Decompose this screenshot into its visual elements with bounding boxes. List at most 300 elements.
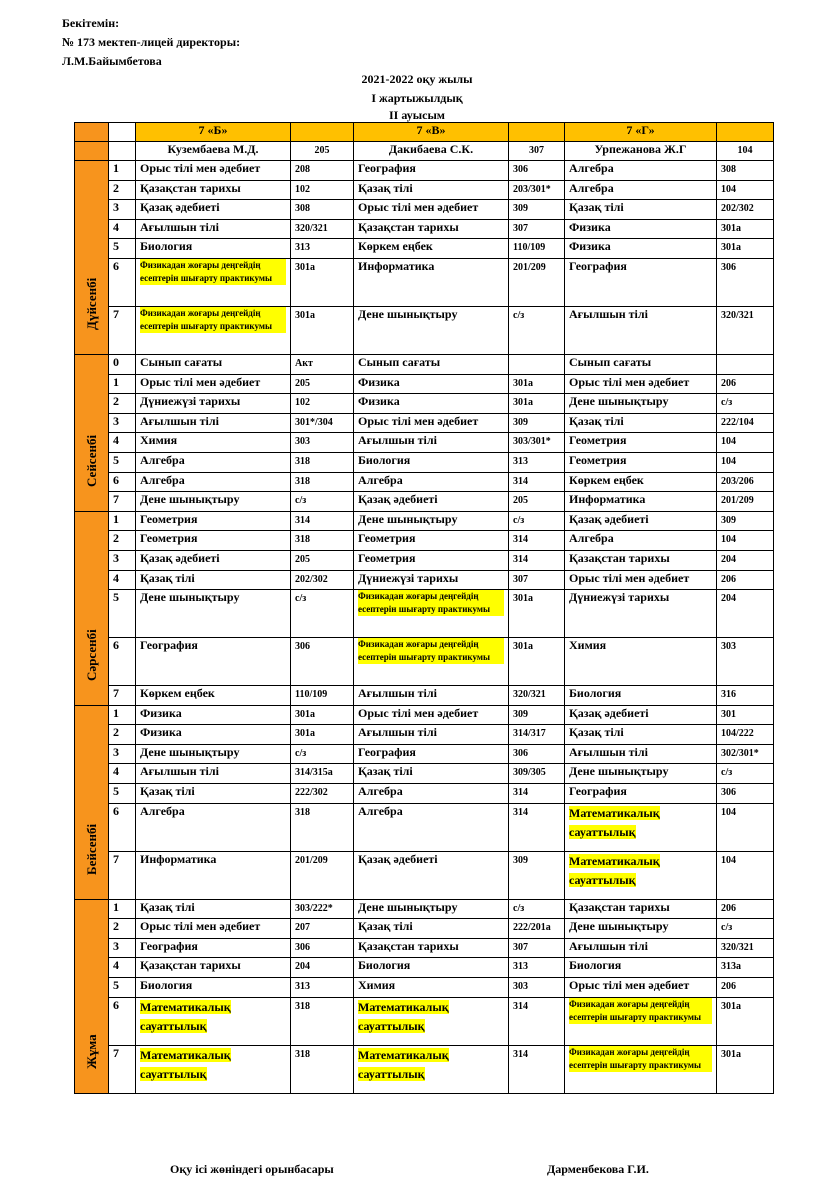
academic-year: 2021-2022 оқу жылы [361,72,473,86]
subject-cell [136,938,291,958]
room-cell [291,374,354,394]
room-cell [509,394,565,414]
room-number: 204 [295,961,310,973]
room-cell [509,433,565,453]
lesson-index: 7 [113,686,119,701]
day-name: Бейсенбі [83,823,99,875]
subject-cell [354,511,509,531]
room-cell [717,1045,774,1093]
day-cell [75,354,109,511]
lesson-index: 7 [113,1045,119,1060]
lesson-index: 4 [113,958,119,973]
subject-cell [354,784,509,804]
subject-name: Дүниежүзі тарихы [569,590,670,605]
subject-name: Орыс тілі мен әдебиет [140,161,261,175]
room-cell [291,919,354,939]
room-number: 320/321 [721,941,754,953]
subject-cell [565,851,717,899]
room-cell [717,433,774,453]
room-cell [717,851,774,899]
room-number: 314 [513,553,528,565]
room-cell [717,180,774,200]
lesson-row [75,219,774,239]
teacher-name [354,142,509,161]
subject-name: Математикалық сауаттылық [358,1047,449,1081]
subject-name: Информатика [140,851,217,866]
room-cell [509,803,565,851]
subject-name: Физикадан жоғары деңгейдің есептерін шығарту практикумы [569,998,712,1024]
room-number: 306 [721,787,736,799]
subject-cell [565,394,717,414]
room-number: 104 [721,534,736,546]
subject-name: Орыс тілі мен әдебиет [358,413,479,428]
subject-name: Математикалық сауаттылық [140,1047,231,1081]
subject-cell [136,590,291,638]
room-cell [291,997,354,1045]
lesson-row [75,590,774,638]
room-number: 201/209 [721,495,754,507]
lesson-index: 5 [113,590,119,605]
subject-cell [136,161,291,181]
lesson-row [75,764,774,784]
room-cell [717,219,774,239]
room-cell [717,354,774,374]
room-number: 308 [721,164,736,175]
subject-cell [136,306,291,354]
room-cell [717,638,774,686]
day-name: Жұма [83,1034,99,1069]
subject-name: Орыс тілі мен әдебиет [569,570,690,585]
lesson-index: 3 [113,938,119,953]
room-cell [509,219,565,239]
room-cell [509,784,565,804]
subject-name: Дене шынықтыру [358,899,458,914]
subject-cell [136,784,291,804]
teacher: Дакибаева С.К. [388,142,474,156]
room-number: 306 [513,164,528,175]
lesson-index: 4 [113,764,119,779]
subject-name: Физикадан жоғары деңгейдің есептерін шығарту практикумы [140,259,286,285]
subject-name: География [569,258,627,273]
lesson-number [109,958,136,978]
class-header-spacer [717,123,774,142]
room-cell [717,258,774,306]
lesson-index: 1 [113,511,119,526]
room-number: 313 [295,242,310,254]
room-cell [291,452,354,472]
lesson-row [75,306,774,354]
subject-cell [354,550,509,570]
room-cell [291,433,354,453]
lesson-number [109,686,136,706]
subject-name: Ағылшын тілі [358,725,437,740]
room-cell [717,306,774,354]
lesson-index: 1 [113,899,119,914]
subject-name: Қазақстан тарихы [358,938,459,953]
subject-name: Қазақ тілі [358,180,413,195]
homeroom: 104 [737,145,753,156]
subject-name: Көркем еңбек [569,472,644,487]
room-cell [509,851,565,899]
subject-name: Ағылшын тілі [569,938,648,953]
lesson-index: 3 [113,200,119,215]
subject-cell [565,744,717,764]
room-number: 313 [513,961,528,973]
subject-name: Көркем еңбек [358,239,433,254]
lesson-number [109,744,136,764]
subject-name: Информатика [358,258,435,273]
room-number: 309/305 [513,767,546,779]
teacher-name [136,142,291,161]
room-number: с/з [721,767,733,779]
lesson-index: 5 [113,452,119,467]
subject-cell [354,958,509,978]
lesson-index: 4 [113,570,119,585]
subject-cell [565,764,717,784]
subject-cell [354,919,509,939]
footer-position: Оқу ісі жөніндегі орынбасары [170,1162,334,1176]
room-cell [291,851,354,899]
room-cell [509,764,565,784]
subject-cell [354,306,509,354]
lesson-number [109,374,136,394]
subject-name: Химия [140,433,178,448]
room-cell [717,705,774,725]
room-number: 110/109 [295,689,328,701]
lesson-index: 2 [113,531,119,546]
homeroom-number [291,142,354,161]
subject-name: Қазақ тілі [569,413,624,428]
lesson-number [109,1045,136,1093]
day-cell [75,705,109,899]
lesson-index: 1 [113,374,119,389]
room-cell [717,239,774,259]
subject-name: Дүниежүзі тарихы [358,570,459,585]
room-cell [291,472,354,492]
subject-cell [565,570,717,590]
subject-name: Ағылшын тілі [358,433,437,448]
room-cell [509,705,565,725]
lesson-index: 7 [113,306,119,321]
room-number: 104 [721,806,736,818]
lesson-index: 1 [113,705,119,720]
room-number: 318 [295,1048,310,1060]
room-number: 314 [513,1000,528,1012]
room-cell [509,899,565,919]
lesson-row [75,705,774,725]
subject-cell [354,200,509,220]
subject-name: Биология [569,686,622,701]
room-cell [717,784,774,804]
subject-cell [565,219,717,239]
subject-cell [565,492,717,512]
lesson-row [75,354,774,374]
room-number: 308 [295,203,310,215]
room-number: 207 [295,922,310,934]
room-number: 301*/304 [295,416,333,428]
lesson-number [109,764,136,784]
subject-cell [136,394,291,414]
room-number: 201/209 [295,854,328,866]
room-cell [509,354,565,374]
subject-cell [565,686,717,706]
room-cell [717,570,774,590]
room-number: 318 [295,475,310,487]
room-number: 313а [721,961,741,973]
subject-cell [136,258,291,306]
subject-name: Физикадан жоғары деңгейдің есептерін шығарту практикумы [569,1046,712,1072]
subject-cell [136,239,291,259]
subject-cell [565,1045,717,1093]
subject-name: Ағылшын тілі [140,764,219,779]
room-cell [717,958,774,978]
room-number: 222/104 [721,416,754,428]
lesson-number [109,997,136,1045]
subject-name: Ағылшын тілі [569,744,648,759]
subject-name: Қазақ тілі [140,899,195,914]
room-cell [509,239,565,259]
subject-cell [565,725,717,745]
class-name-header [354,123,509,142]
subject-cell [136,374,291,394]
lesson-number [109,492,136,512]
subject-name: Биология [358,452,411,467]
subject-cell [354,472,509,492]
shift-title: ІІ ауысым [389,108,445,122]
room-number: 301а [513,641,533,653]
lesson-index: 5 [113,784,119,799]
subject-cell [354,219,509,239]
room-cell [291,550,354,570]
room-number: 313 [513,455,528,467]
subject-cell [354,1045,509,1093]
subject-name: Ағылшын тілі [140,413,219,428]
room-number: 303 [721,641,736,653]
subject-name: Биология [358,958,411,973]
room-number: 301 [721,708,736,720]
room-number: 206 [721,573,736,585]
corner-cell [75,123,109,142]
subject-cell [565,638,717,686]
subject-cell [136,978,291,998]
room-number: с/з [513,309,525,321]
lesson-index: 6 [113,258,119,273]
room-cell [291,938,354,958]
subject-cell [136,958,291,978]
subject-cell [354,258,509,306]
room-number: 302/301* [721,747,759,759]
lesson-index: 6 [113,472,119,487]
lesson-row [75,472,774,492]
homeroom-number [717,142,774,161]
room-cell [509,744,565,764]
room-cell [291,764,354,784]
room-number: 309 [513,416,528,428]
lesson-index: 2 [113,394,119,409]
subject-name: География [140,638,198,653]
room-cell [291,570,354,590]
room-number: 314 [513,475,528,487]
room-cell [509,452,565,472]
subject-cell [354,161,509,181]
homeroom-number [509,142,565,161]
room-number: 314/317 [513,728,546,740]
subject-cell [136,354,291,374]
lesson-row [75,997,774,1045]
approval-block [62,14,240,71]
room-number: с/з [295,495,307,507]
lesson-row [75,978,774,998]
room-number: 205 [295,377,310,389]
subject-name: Қазақ әдебиеті [358,492,438,507]
room-number: 206 [721,902,736,914]
subject-name: Дене шынықтыру [569,764,669,779]
room-number: 318 [295,455,310,467]
room-cell [291,590,354,638]
room-cell [509,258,565,306]
subject-name: Қазақ тілі [358,919,413,934]
subject-name: Математикалық сауаттылық [569,805,660,839]
room-cell [509,492,565,512]
room-cell [291,958,354,978]
room-number: 307 [513,941,528,953]
room-cell [717,803,774,851]
subject-name: Дене шынықтыру [569,394,669,409]
subject-cell [354,764,509,784]
room-number: 206 [721,377,736,389]
subject-name: Сынып сағаты [140,354,223,369]
subject-name: Геометрия [140,511,198,526]
subject-cell [136,531,291,551]
subject-cell [565,200,717,220]
corner-number-cell [109,123,136,142]
room-cell [509,638,565,686]
subject-name: Дене шынықтыру [358,306,458,321]
subject-name: Сынып сағаты [358,354,441,369]
subject-name: Геометрия [358,550,416,565]
room-number: 104 [721,183,736,195]
room-cell [291,511,354,531]
subject-name: Алгебра [569,180,614,195]
subject-cell [354,590,509,638]
lesson-row [75,258,774,306]
subject-cell [354,744,509,764]
subject-name: Алгебра [358,784,403,799]
lesson-number [109,705,136,725]
lesson-row [75,550,774,570]
lesson-row [75,851,774,899]
subject-name: Қазақ әдебиеті [569,511,649,526]
room-cell [717,764,774,784]
subject-cell [354,725,509,745]
room-cell [291,200,354,220]
subject-cell [354,705,509,725]
room-number: 307 [513,573,528,585]
lesson-index: 0 [113,354,119,369]
subject-name: Орыс тілі мен әдебиет [358,200,479,215]
subject-cell [136,764,291,784]
room-number: 320/321 [513,689,546,701]
subject-name: Орыс тілі мен әдебиет [140,919,261,934]
room-number: 316 [721,689,736,701]
subject-cell [136,511,291,531]
subject-name: Алгебра [140,452,185,467]
subject-name: Сынып сағаты [569,354,652,369]
room-number: 314 [513,1048,528,1060]
room-cell [509,919,565,939]
lesson-number [109,161,136,181]
subject-cell [565,472,717,492]
subject-name: География [358,744,416,759]
lesson-row [75,433,774,453]
lesson-number [109,938,136,958]
lesson-row [75,899,774,919]
room-number: 306 [295,941,310,953]
lesson-number [109,590,136,638]
room-cell [291,899,354,919]
room-cell [291,638,354,686]
subject-name: Қазақ әдебиеті [569,705,649,720]
subject-name: Орыс тілі мен әдебиет [569,978,690,993]
subject-name: География [140,938,198,953]
room-number: с/з [295,593,307,605]
lesson-index: 5 [113,978,119,993]
room-cell [717,725,774,745]
subject-name: Алгебра [569,161,614,175]
subject-cell [136,452,291,472]
room-number: 206 [721,981,736,993]
room-number: 318 [295,806,310,818]
subject-cell [136,413,291,433]
room-cell [717,686,774,706]
subject-name: Көркем еңбек [140,686,215,701]
room-number: 320/321 [295,222,328,234]
approval-line-3: Л.М.Байымбетова [62,54,162,68]
room-number: 301а [513,593,533,605]
room-number: 306 [721,261,736,273]
subject-name: Алгебра [358,472,403,487]
subject-name: Алгебра [358,803,403,818]
room-cell [291,394,354,414]
room-number: 314 [513,534,528,546]
room-cell [717,452,774,472]
room-number: 301а [295,309,315,321]
corner-cell [75,142,109,161]
subject-cell [136,550,291,570]
room-number: с/з [513,902,525,914]
lesson-row [75,784,774,804]
subject-cell [354,433,509,453]
subject-cell [565,354,717,374]
subject-name: Математикалық сауаттылық [140,999,231,1033]
subject-name: Алгебра [569,531,614,546]
subject-name: Биология [140,239,193,254]
room-cell [717,919,774,939]
room-number: 318 [295,534,310,546]
subject-name: География [569,784,627,799]
lesson-index: 5 [113,239,119,254]
lesson-number [109,219,136,239]
room-cell [509,590,565,638]
subject-name: Дүниежүзі тарихы [140,394,241,409]
room-number: 314 [513,787,528,799]
lesson-index: 6 [113,997,119,1012]
room-number: 104 [721,854,736,866]
class-header-spacer [291,123,354,142]
subject-cell [136,433,291,453]
homeroom: 307 [529,145,544,156]
subject-name: Биология [569,958,622,973]
